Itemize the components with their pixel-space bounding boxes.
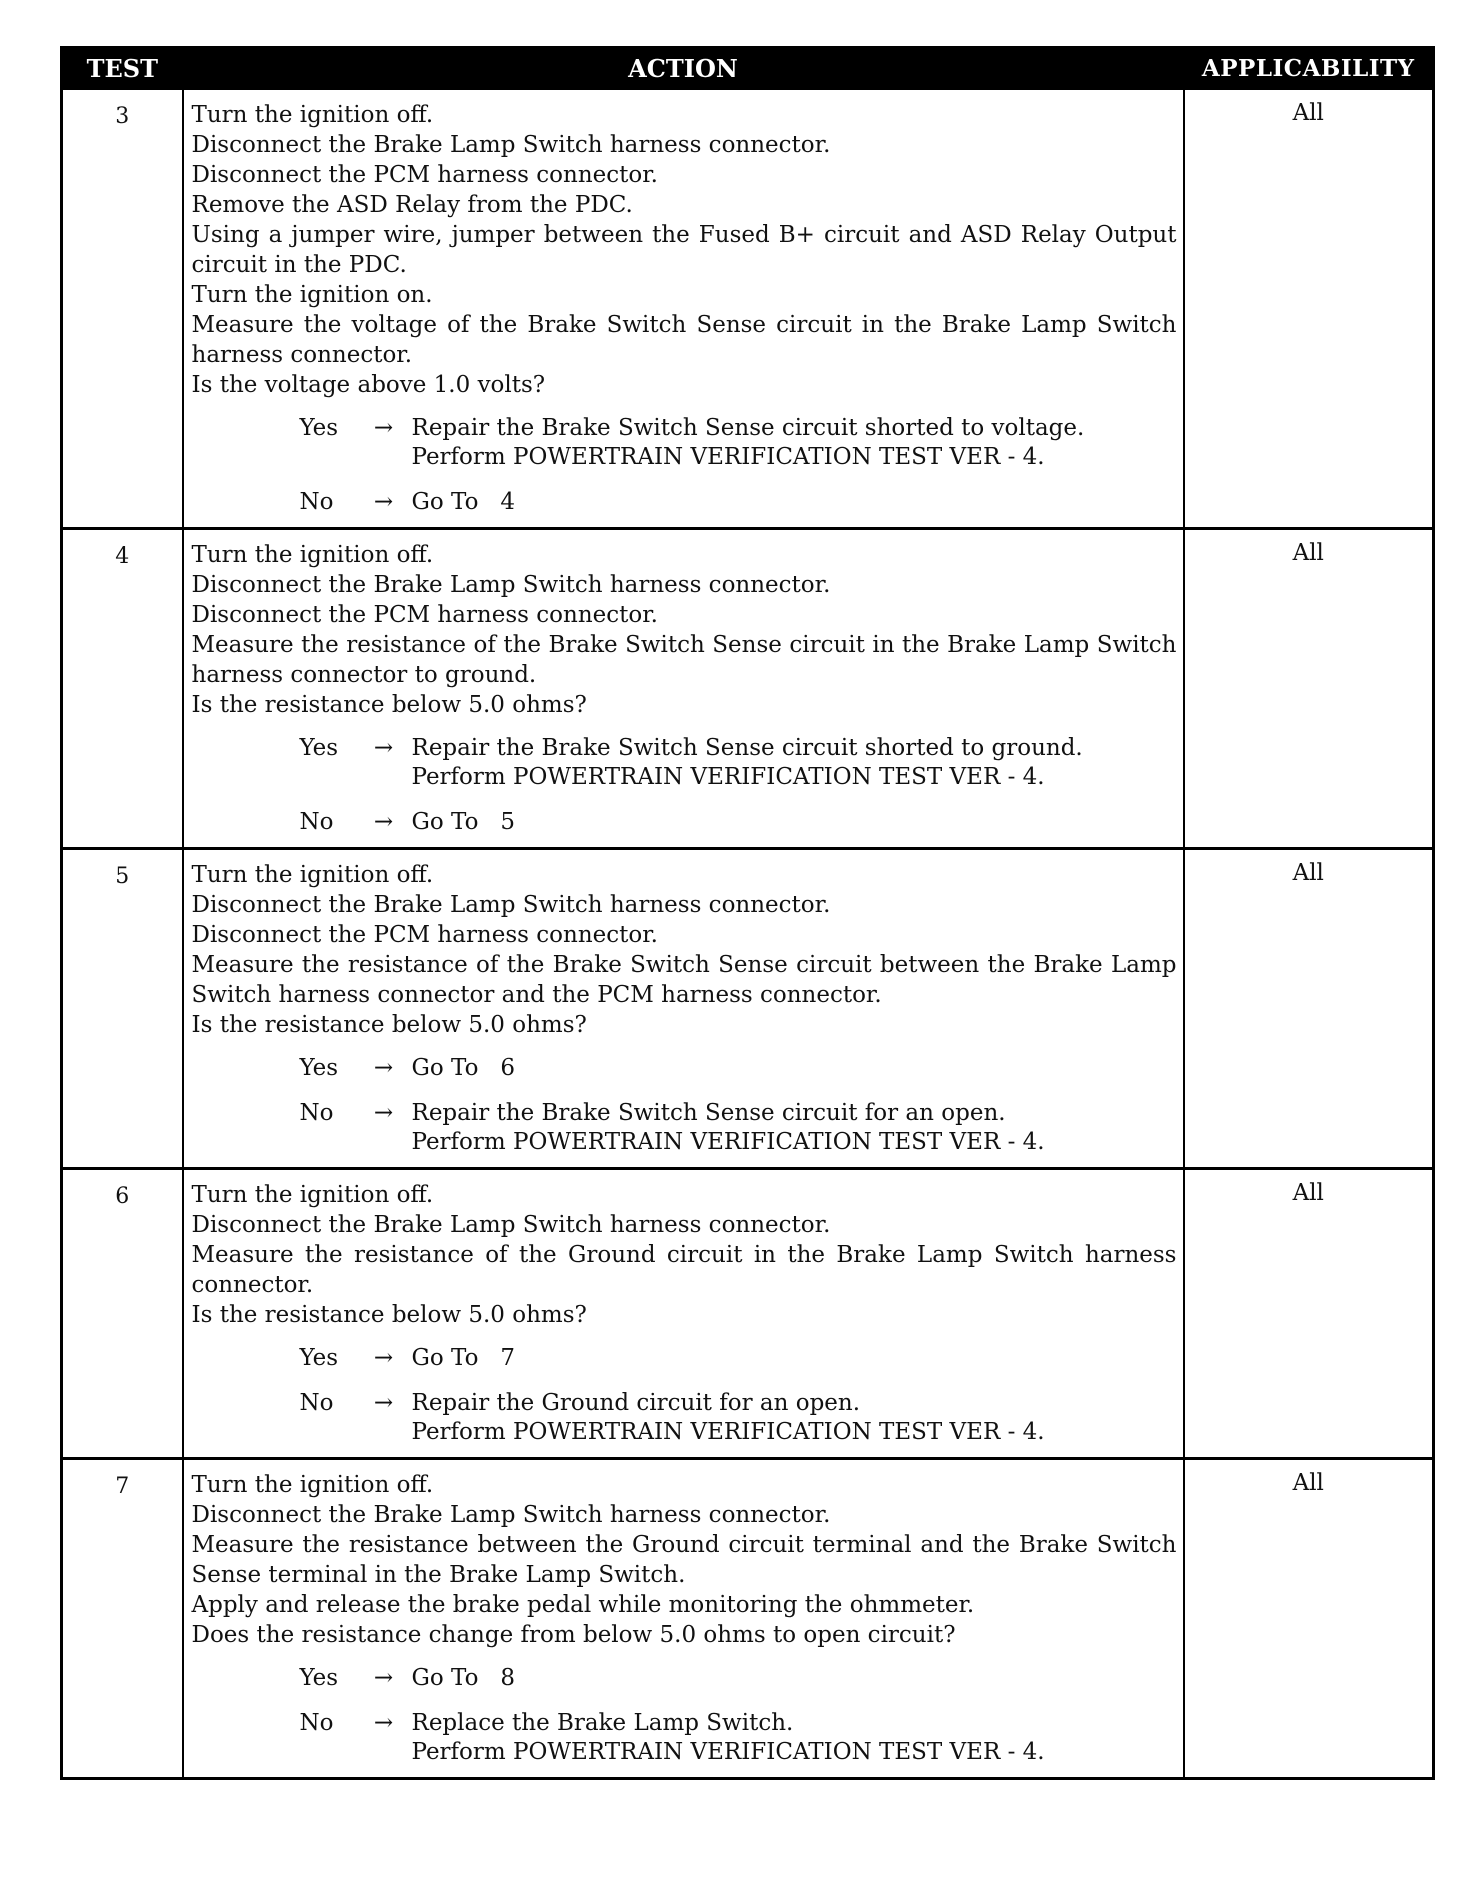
action-step: Measure the voltage of the Brake Switch Sense circuit in the Brake Lamp Switch harness connector.: [191, 312, 1177, 368]
outcome-line: Perform POWERTRAIN VERIFICATION TEST VER - 4.: [411, 1739, 1045, 1765]
applicability-cell: All: [1184, 849, 1434, 1169]
right-arrow-icon: →: [373, 489, 394, 515]
outcome-text: [412, 488, 1177, 517]
action-step: Disconnect the Brake Lamp Switch harness connector.: [191, 132, 831, 158]
action-step: Is the voltage above 1.0 volts?: [191, 372, 546, 398]
action-cell: [183, 529, 1184, 849]
outcome-line: Replace the Brake Lamp Switch.: [411, 1710, 794, 1736]
action-step: Measure the resistance between the Ground circuit terminal and the Brake Switch Sense terminal in the Brake Lamp Switch.: [191, 1532, 1177, 1588]
outcome: [300, 488, 1177, 517]
outcome-text: [412, 1099, 1177, 1157]
outcome-text: [412, 1664, 1177, 1693]
outcomes: [300, 1054, 1177, 1157]
action-step: Disconnect the PCM harness connector.: [191, 602, 658, 628]
test-row: [62, 1459, 1434, 1779]
outcome: [300, 1389, 1177, 1447]
action-step: Remove the ASD Relay from the PDC.: [191, 192, 633, 218]
outcome-line: Go To 8: [411, 1665, 515, 1691]
test-number: 3: [62, 89, 183, 529]
test-number: 6: [62, 1169, 183, 1459]
outcome-line: Perform POWERTRAIN VERIFICATION TEST VER - 4.: [411, 1419, 1045, 1445]
outcome-label: Yes: [299, 1055, 339, 1081]
action-cell: [183, 849, 1184, 1169]
outcome: [300, 808, 1177, 837]
right-arrow-icon: →: [373, 1665, 394, 1691]
action-cell: [183, 1459, 1184, 1779]
applicability-cell: All: [1184, 1459, 1434, 1779]
header-test: TEST: [62, 48, 183, 89]
action-step: Is the resistance below 5.0 ohms?: [191, 1012, 587, 1038]
action-step: Apply and release the brake pedal while monitoring the ohmmeter.: [191, 1592, 975, 1618]
outcome: [300, 1664, 1177, 1693]
action-step: Disconnect the PCM harness connector.: [191, 922, 658, 948]
outcome-text: [412, 1709, 1177, 1767]
outcome-line: Go To 4: [411, 489, 515, 515]
outcome-text: [412, 734, 1177, 792]
action-step: Turn the ignition off.: [191, 1472, 434, 1498]
outcome-line: Go To 7: [411, 1345, 515, 1371]
right-arrow-icon: →: [373, 1710, 394, 1736]
right-arrow-icon: →: [373, 809, 394, 835]
outcome-line: Repair the Brake Switch Sense circuit shorted to voltage.: [411, 415, 1085, 441]
outcome-label: Yes: [299, 735, 339, 761]
action-step: Does the resistance change from below 5.0 ohms to open circuit?: [191, 1622, 956, 1648]
action-step: Turn the ignition off.: [191, 862, 434, 888]
right-arrow-icon: →: [373, 1345, 394, 1371]
outcome-line: Go To 6: [411, 1055, 515, 1081]
action-step: Turn the ignition on.: [191, 282, 433, 308]
outcome: [300, 1099, 1177, 1157]
applicability-cell: All: [1184, 1169, 1434, 1459]
applicability-cell: All: [1184, 529, 1434, 849]
outcome: [300, 1344, 1177, 1373]
outcome-label: Yes: [299, 1665, 339, 1691]
outcome-label: No: [299, 1100, 334, 1126]
test-number: 4: [62, 529, 183, 849]
outcomes: [300, 414, 1177, 517]
header-applicability: APPLICABILITY: [1184, 48, 1434, 89]
action-step: Disconnect the Brake Lamp Switch harness connector.: [191, 1502, 831, 1528]
header-action: ACTION: [183, 48, 1184, 89]
outcomes: [300, 1664, 1177, 1767]
outcome-line: Perform POWERTRAIN VERIFICATION TEST VER - 4.: [411, 1129, 1045, 1155]
test-number: 5: [62, 849, 183, 1169]
right-arrow-icon: →: [373, 415, 394, 441]
applicability-cell: All: [1184, 89, 1434, 529]
table-body: [62, 89, 1434, 1779]
action-step: Turn the ignition off.: [191, 1182, 434, 1208]
outcome-line: Perform POWERTRAIN VERIFICATION TEST VER - 4.: [411, 764, 1045, 790]
action-step: Measure the resistance of the Brake Switch Sense circuit in the Brake Lamp Switch harness connector to ground.: [191, 632, 1177, 688]
action-step: Turn the ignition off.: [191, 542, 434, 568]
outcome-label: No: [299, 1710, 334, 1736]
test-row: [62, 529, 1434, 849]
action-step: Disconnect the Brake Lamp Switch harness connector.: [191, 1212, 831, 1238]
action-step: Disconnect the Brake Lamp Switch harness connector.: [191, 572, 831, 598]
outcomes: [300, 734, 1177, 837]
outcome-line: Perform POWERTRAIN VERIFICATION TEST VER - 4.: [411, 444, 1045, 470]
action-step: Is the resistance below 5.0 ohms?: [191, 692, 587, 718]
outcome-label: No: [299, 489, 334, 515]
action-cell: [183, 89, 1184, 529]
outcome-text: [412, 1344, 1177, 1373]
outcome-label: No: [299, 809, 334, 835]
diagnostic-test-table: [60, 46, 1435, 1780]
right-arrow-icon: →: [373, 735, 394, 761]
action-step: Disconnect the PCM harness connector.: [191, 162, 658, 188]
outcome-label: No: [299, 1390, 334, 1416]
outcome-text: [412, 1054, 1177, 1083]
outcome-text: [412, 1389, 1177, 1447]
test-number: 7: [62, 1459, 183, 1779]
outcome: [300, 734, 1177, 792]
outcome-line: Repair the Ground circuit for an open.: [411, 1390, 861, 1416]
right-arrow-icon: →: [373, 1390, 394, 1416]
outcome-line: Repair the Brake Switch Sense circuit shorted to ground.: [411, 735, 1083, 761]
action-step: Using a jumper wire, jumper between the Fused B+ circuit and ASD Relay Output circuit in the PDC.: [191, 222, 1177, 278]
outcome-line: Go To 5: [411, 809, 515, 835]
diagnostic-test-table-page: [60, 46, 1432, 1780]
right-arrow-icon: →: [373, 1055, 394, 1081]
table-header-row: [62, 48, 1434, 89]
outcome: [300, 1709, 1177, 1767]
outcome-label: Yes: [299, 415, 339, 441]
outcome-text: [412, 414, 1177, 472]
test-row: [62, 89, 1434, 529]
action-step: Turn the ignition off.: [191, 102, 434, 128]
action-step: Measure the resistance of the Ground circuit in the Brake Lamp Switch harness connector.: [191, 1242, 1177, 1298]
action-step: Measure the resistance of the Brake Switch Sense circuit between the Brake Lamp Switch harness connector and the PCM harness connector.: [191, 952, 1177, 1008]
action-step: Disconnect the Brake Lamp Switch harness connector.: [191, 892, 831, 918]
outcome-line: Repair the Brake Switch Sense circuit for an open.: [411, 1100, 1006, 1126]
action-step: Is the resistance below 5.0 ohms?: [191, 1302, 587, 1328]
right-arrow-icon: →: [373, 1100, 394, 1126]
outcome-label: Yes: [299, 1345, 339, 1371]
action-cell: [183, 1169, 1184, 1459]
outcome: [300, 1054, 1177, 1083]
test-row: [62, 849, 1434, 1169]
outcomes: [300, 1344, 1177, 1447]
outcome: [300, 414, 1177, 472]
outcome-text: [412, 808, 1177, 837]
test-row: [62, 1169, 1434, 1459]
